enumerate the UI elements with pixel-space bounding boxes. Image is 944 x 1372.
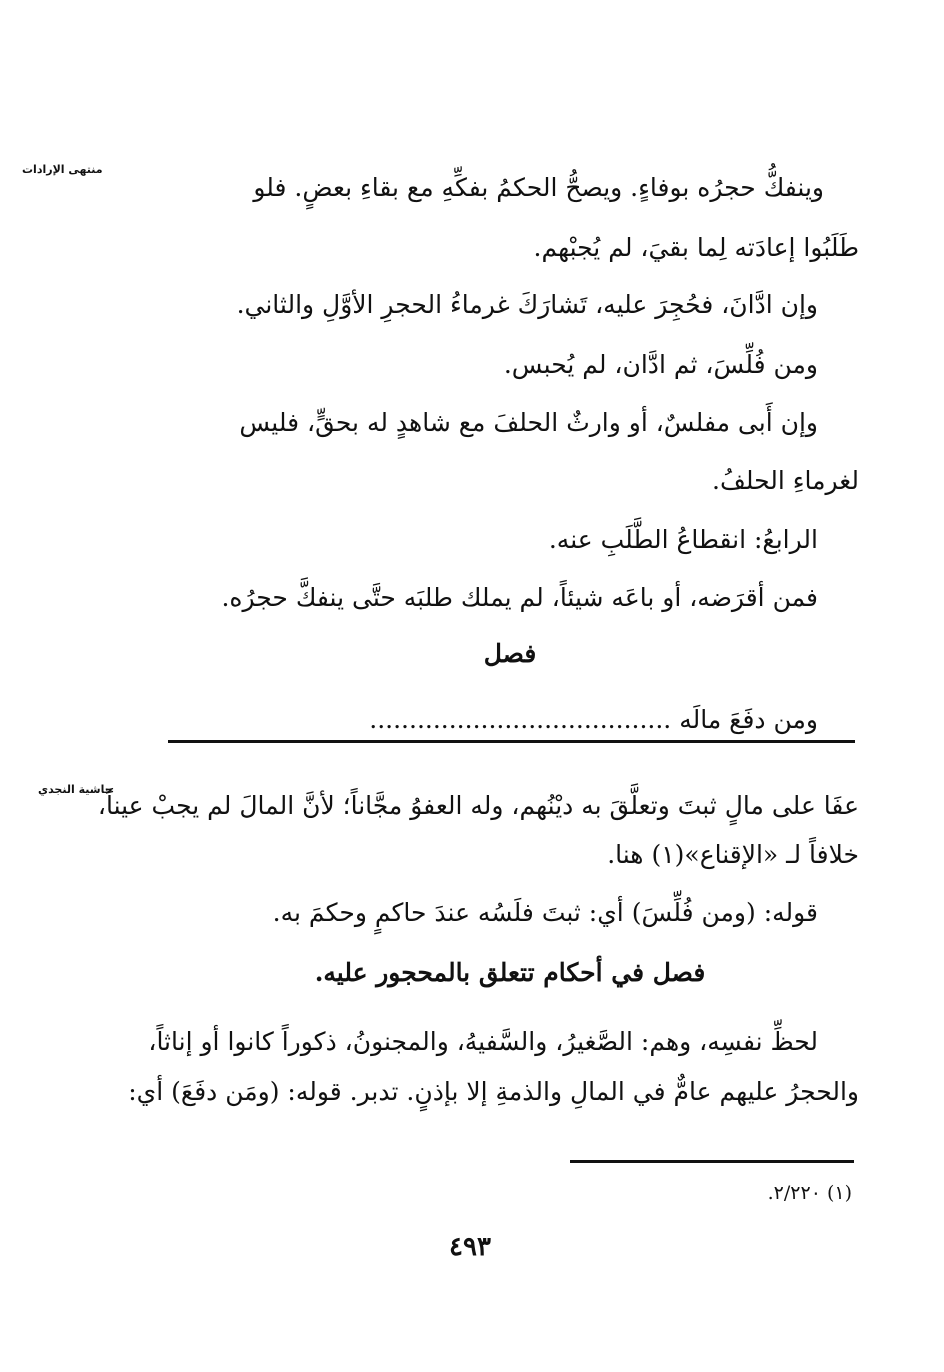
matn-line-5: وإن أَبى مفلسٌ، أو وارثٌ الحلفَ مع شاهدٍ له بحقٍّ، فليس <box>239 408 818 437</box>
hashiya-side-label: حاشية النجدي <box>38 783 113 796</box>
matn-continuation-line: ومن دفَعَ مالَه ...................................... <box>369 705 818 734</box>
matn-side-label: منتهى الإرادات <box>22 163 103 176</box>
hashiya-line-2: خلافاً لـ «الإقناع»(١) هنا. <box>607 840 859 869</box>
hashiya-section-heading: فصل في أحكام تتعلق بالمحجور عليه. <box>314 958 706 987</box>
hashiya-line-4: لحظِّ نفسِه، وهم: الصَّغيرُ، والسَّفيهُ، والمجنونُ، ذكوراً كانوا أو إناثاً، <box>148 1027 818 1056</box>
matn-line-3: وإن ادَّانَ، فحُجِرَ عليه، تَشارَكَ غرماءُ الحجرِ الأوَّلِ والثاني. <box>236 290 818 319</box>
matn-line-4: ومن فُلِّسَ، ثم ادَّان، لم يُحبس. <box>503 350 818 379</box>
footnote-separator <box>570 1160 854 1163</box>
hashiya-line-1: عفَا على مالٍ ثبتَ وتعلَّقَ به ديْنُهم، وله العفوُ مجَّاناً؛ لأنَّ المالَ لم يجبْ عيناً، <box>97 791 859 820</box>
matn-divider <box>168 740 855 743</box>
matn-line-1: وينفكُّ حجرُه بوفاءٍ. ويصحُّ الحكمُ بفكِّهِ مع بقاءِ بعضٍ. فلو <box>253 173 824 202</box>
matn-line-8: فمن أقرَضه، أو باعَه شيئاً، لم يملك طلبَه حتَّى ينفكَّ حجرُه. <box>221 583 818 612</box>
hashiya-line-5: والحجرُ عليهم عامٌّ في المالِ والذمةِ إلا بإذنٍ. تدبر. قوله: (ومَن دفَعَ) أي: <box>128 1077 859 1106</box>
page-number: ٤٩٣ <box>449 1232 491 1262</box>
hashiya-line-3: قوله: (ومن فُلِّسَ) أي: ثبتَ فلَسُه عندَ حاكمٍ وحكمَ به. <box>272 898 818 927</box>
footnote: (١) ٢/٢٢٠. <box>767 1182 852 1204</box>
matn-section-heading: فصل <box>483 639 537 668</box>
matn-line-7: الرابعُ: انقطاعُ الطَّلَبِ عنه. <box>548 525 818 554</box>
matn-line-6: لغرماءِ الحلفُ. <box>712 466 859 495</box>
matn-line-2: طَلَبُوا إعادَته لِما بقيَ، لم يُجبْهم. <box>533 233 859 262</box>
